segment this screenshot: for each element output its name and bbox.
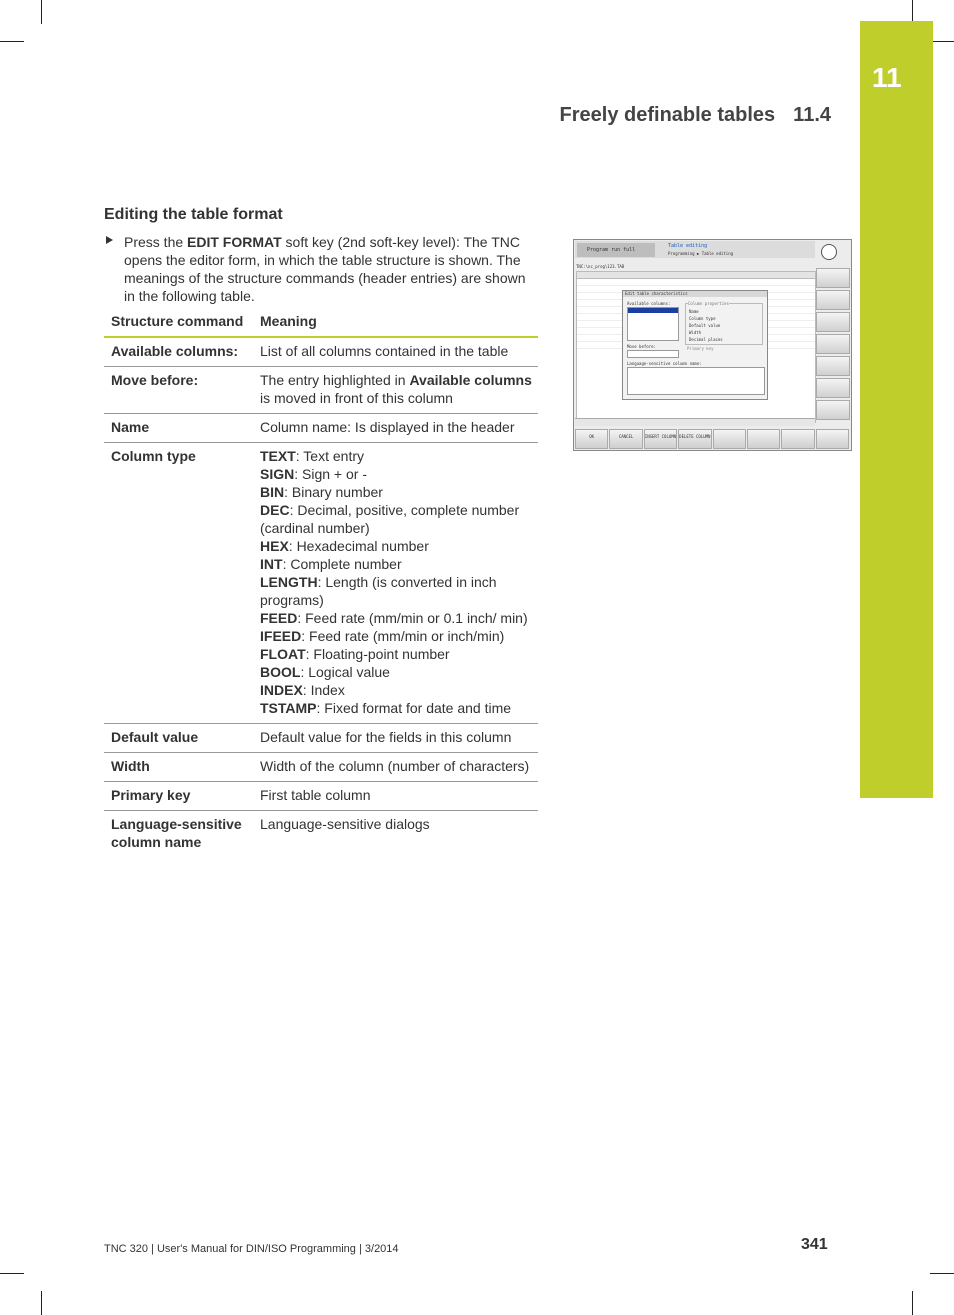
footer-text: TNC 320 | User's Manual for DIN/ISO Programming | 3/2014 (104, 1243, 399, 1255)
file-path: TNC:\nc_prog\123.TAB (576, 264, 625, 269)
empty-softkey[interactable] (816, 429, 849, 449)
row-meaning (253, 367, 538, 414)
row-key: Column type (104, 443, 253, 724)
softkey[interactable] (816, 334, 850, 354)
tnc-screenshot (573, 239, 852, 451)
type-code: FLOAT (260, 646, 306, 662)
type-desc: : Index (302, 682, 345, 698)
col-header-command: Structure command (104, 308, 253, 337)
table-row (104, 724, 538, 753)
move-before-label: Move before: (627, 344, 656, 349)
type-desc: : Hexadecimal number (288, 538, 429, 554)
available-columns-list[interactable] (627, 307, 679, 341)
prop-label: Decimal places (689, 337, 723, 342)
type-code: TSTAMP (260, 700, 317, 716)
row-key: Default value (104, 724, 253, 753)
dialog-title: Edit table characteristics (623, 291, 767, 297)
table-row (104, 337, 538, 367)
type-entry (260, 465, 532, 483)
softkey-name: EDIT FORMAT (187, 234, 282, 250)
softkey[interactable] (816, 268, 850, 288)
table-row (104, 782, 538, 811)
meaning-part: The entry highlighted in (260, 372, 410, 388)
type-code: BIN (260, 484, 285, 500)
softkey[interactable] (816, 400, 850, 420)
row-meaning: Width of the column (number of characters) (253, 753, 538, 782)
running-header (560, 104, 831, 127)
type-entry (260, 483, 532, 501)
row-meaning: Column name: Is displayed in the header (253, 414, 538, 443)
programming-mode (658, 243, 808, 257)
ok-softkey[interactable]: OK (575, 429, 608, 449)
props-label: Column properties (688, 301, 729, 306)
crop-mark (930, 41, 954, 42)
type-entry (260, 627, 532, 645)
softkey[interactable] (816, 290, 850, 310)
insert-column-softkey[interactable]: INSERT COLUMN (644, 429, 677, 449)
row-key: Available columns: (104, 337, 253, 367)
crop-mark (41, 1291, 42, 1315)
table-row (104, 811, 538, 858)
column-properties (685, 303, 763, 345)
row-meaning: Language-sensitive dialogs (260, 816, 430, 832)
softkey[interactable] (816, 378, 850, 398)
type-code: HEX (260, 538, 289, 554)
machine-mode: Program run full (577, 243, 655, 257)
move-before-select[interactable] (627, 350, 679, 358)
type-code: INDEX (260, 682, 303, 698)
type-code: IFEED (260, 628, 302, 644)
intro-step (104, 233, 534, 305)
vertical-softkeys (816, 268, 850, 426)
chapter-tab (860, 21, 933, 798)
table-row (104, 367, 538, 414)
type-desc: : Binary number (284, 484, 383, 500)
row-key: Name (104, 414, 253, 443)
empty-softkey[interactable] (713, 429, 746, 449)
type-entry (260, 573, 532, 609)
primary-key-label: Primary key (687, 346, 714, 351)
softkey-row (575, 429, 850, 449)
type-desc: : Feed rate (mm/min or inch/min) (301, 628, 505, 644)
table-row (104, 753, 538, 782)
status-bar (575, 418, 815, 426)
crop-mark (0, 41, 24, 42)
type-desc: : Fixed format for date and time (316, 700, 512, 716)
clock-icon (821, 244, 837, 260)
crop-mark (912, 1291, 913, 1315)
prop-label: Column type (689, 316, 716, 321)
structure-table (104, 308, 538, 857)
lang-name-list[interactable] (627, 367, 765, 395)
crop-mark (0, 1273, 24, 1274)
row-meaning: List of all columns contained in the table (253, 337, 538, 367)
row-meaning: Default value for the fields in this column (253, 724, 538, 753)
section-title: Editing the table format (104, 206, 283, 223)
row-meaning: First table column (253, 782, 538, 811)
softkey[interactable] (816, 356, 850, 376)
type-desc: : Length (is converted in inch programs) (260, 574, 497, 608)
type-code: INT (260, 556, 283, 572)
crop-mark (930, 1273, 954, 1274)
intro-after: soft key (2nd soft-key level): The TNC opens the editor form, in which the table structure is shown. The meanings of the structure commands (header entries) are shown in the following table. (124, 234, 526, 304)
delete-column-softkey[interactable]: DELETE COLUMN (678, 429, 711, 449)
type-entry (260, 699, 532, 717)
col-header-meaning: Meaning (253, 308, 538, 337)
row-key: Move before: (104, 367, 253, 414)
meaning-part: is moved in front of this column (260, 390, 453, 406)
row-key: Language-sensitive column name (111, 816, 242, 850)
header-section: 11.4 (793, 104, 831, 126)
screen-header (575, 241, 815, 258)
type-entry (260, 447, 532, 465)
edit-format-dialog (622, 290, 768, 400)
type-entry (260, 681, 532, 699)
type-desc: : Sign + or - (294, 466, 367, 482)
type-code: FEED (260, 610, 298, 626)
type-desc: : Feed rate (mm/min or 0.1 inch/ min) (297, 610, 528, 626)
row-key: Width (104, 753, 253, 782)
mode-subtitle: Programming ▶ Table editing (668, 251, 734, 256)
column-type-list (253, 443, 538, 724)
chapter-number: 11 (872, 62, 902, 93)
prop-label: Name (689, 309, 699, 314)
type-code: SIGN (260, 466, 295, 482)
type-entry (260, 537, 532, 555)
empty-softkey[interactable] (747, 429, 780, 449)
softkey[interactable] (816, 312, 850, 332)
type-desc: : Logical value (300, 664, 390, 680)
crop-mark (41, 0, 42, 24)
cancel-softkey[interactable]: CANCEL (609, 429, 642, 449)
mode-title: Table editing (668, 243, 708, 249)
type-entry (260, 501, 532, 537)
type-entry (260, 609, 532, 627)
type-code: BOOL (260, 664, 301, 680)
table-row (104, 414, 538, 443)
type-code: LENGTH (260, 574, 318, 590)
type-entry (260, 645, 532, 663)
meaning-emphasis: Available columns (409, 372, 532, 388)
type-desc: : Text entry (295, 448, 364, 464)
type-entry (260, 555, 532, 573)
empty-softkey[interactable] (781, 429, 814, 449)
type-desc: : Decimal, positive, complete number (cardinal number) (260, 502, 520, 536)
lang-label: Language-sensitive column name: (627, 361, 702, 366)
type-desc: : Complete number (282, 556, 402, 572)
table-row (104, 443, 538, 724)
bullet-arrow-icon (106, 236, 113, 244)
intro-before: Press the (124, 234, 188, 250)
type-code: TEXT (260, 448, 296, 464)
prop-label: Default value (689, 323, 721, 328)
row-key: Primary key (104, 782, 253, 811)
prop-label: Width (689, 330, 702, 335)
page-number: 341 (801, 1236, 828, 1253)
type-entry (260, 663, 532, 681)
type-code: DEC (260, 502, 290, 518)
available-label: Available columns: (627, 301, 671, 306)
header-title: Freely definable tables (559, 104, 776, 126)
type-desc: : Floating-point number (305, 646, 450, 662)
